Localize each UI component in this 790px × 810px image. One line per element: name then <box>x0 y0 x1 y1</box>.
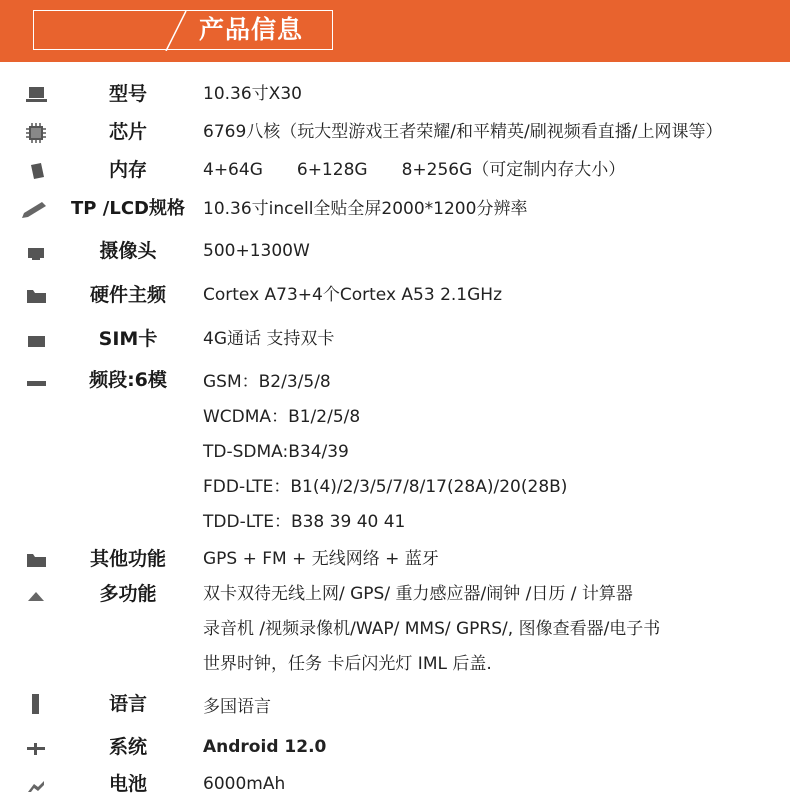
spec-value: Cortex A73+4个Cortex A53 2.1GHz <box>203 285 503 305</box>
band-line: TDD-LTE：B38 39 40 41 <box>203 512 406 532</box>
cpu-icon <box>22 123 50 143</box>
spec-row-model <box>0 77 790 111</box>
spec-value: 10.36寸incell全贴全屏2000*1200分辨率 <box>203 199 528 219</box>
band-line: FDD-LTE：B1(4)/2/3/5/7/8/17(28A)/20(28B) <box>203 477 568 497</box>
spec-row-camera <box>0 234 790 268</box>
spec-value: 6769八核（玩大型游戏王者荣耀/和平精英/刷视频看直播/上网课等） <box>203 122 723 142</box>
spec-value: GPS + FM + 无线网络 + 蓝牙 <box>203 549 439 569</box>
feature-line: 录音机 /视频录像机/WAP/ MMS/ GPRS/, 图像查看器/电子书 <box>203 619 661 639</box>
spec-row-other <box>0 542 790 576</box>
phone-bar-icon <box>22 691 50 717</box>
spec-row-chip <box>0 115 790 149</box>
spec-row-memory <box>0 153 790 187</box>
spec-label: 电池 <box>108 773 147 795</box>
folder-icon <box>22 550 50 570</box>
spec-value: 4G通话 支持双卡 <box>203 329 335 349</box>
laptop-icon <box>22 85 50 105</box>
memory-card-icon <box>22 161 50 181</box>
spec-label: 型号 <box>108 83 147 105</box>
spec-value: Android 12.0 <box>203 737 327 757</box>
spec-row-sim <box>0 322 790 356</box>
memory-option: 6+128G <box>296 160 368 180</box>
spec-label: 内存 <box>108 159 147 181</box>
spec-row-bands <box>0 363 790 539</box>
band-line: TD-SDMA:B34/39 <box>203 442 349 462</box>
spec-label: 其他功能 <box>89 548 166 570</box>
spec-row-language <box>0 687 790 721</box>
memory-option: 8+256G（可定制内存大小） <box>401 160 626 180</box>
battery-icon <box>22 775 50 795</box>
spec-value: 10.36寸X30 <box>203 84 302 104</box>
spec-row-cpu-freq <box>0 278 790 312</box>
spec-label: TP /LCD规格 <box>71 198 185 219</box>
band-line: WCDMA：B1/2/5/8 <box>203 407 361 427</box>
title-box <box>33 10 333 50</box>
triangle-icon <box>22 585 50 605</box>
spec-value: 6000mAh <box>203 774 286 794</box>
header-banner <box>0 0 790 62</box>
folder-icon <box>22 286 50 306</box>
spec-value <box>203 153 625 187</box>
band-line: GSM：B2/3/5/8 <box>203 372 331 392</box>
spec-label: 多功能 <box>99 583 157 605</box>
spec-row-screen <box>0 192 790 226</box>
spec-label: 摄像头 <box>99 240 157 262</box>
settings-icon <box>22 738 50 758</box>
spec-label: 系统 <box>108 736 147 758</box>
memory-option: 4+64G <box>203 160 263 180</box>
camera-icon <box>22 242 50 262</box>
spec-row-system <box>0 730 790 764</box>
sim-card-icon <box>22 330 50 350</box>
pen-icon <box>20 200 48 220</box>
spec-label: SIM卡 <box>98 328 158 350</box>
band-icon <box>22 371 50 391</box>
spec-label: 语言 <box>108 693 147 715</box>
spec-row-battery <box>0 767 790 801</box>
spec-value: 多国语言 <box>203 697 271 717</box>
spec-label: 芯片 <box>108 121 147 143</box>
spec-value: 500+1300W <box>203 241 310 261</box>
spec-row-multi <box>0 577 790 681</box>
page-title: 产品信息 <box>199 15 304 44</box>
feature-line: 世界时钟，任务 卡后闪光灯 IML 后盖. <box>203 654 492 674</box>
spec-label: 硬件主频 <box>89 284 166 306</box>
feature-line: 双卡双待无线上网/ GPS/ 重力感应器/闹钟 /日历 / 计算器 <box>203 584 633 604</box>
spec-label: 频段:6模 <box>89 369 167 391</box>
